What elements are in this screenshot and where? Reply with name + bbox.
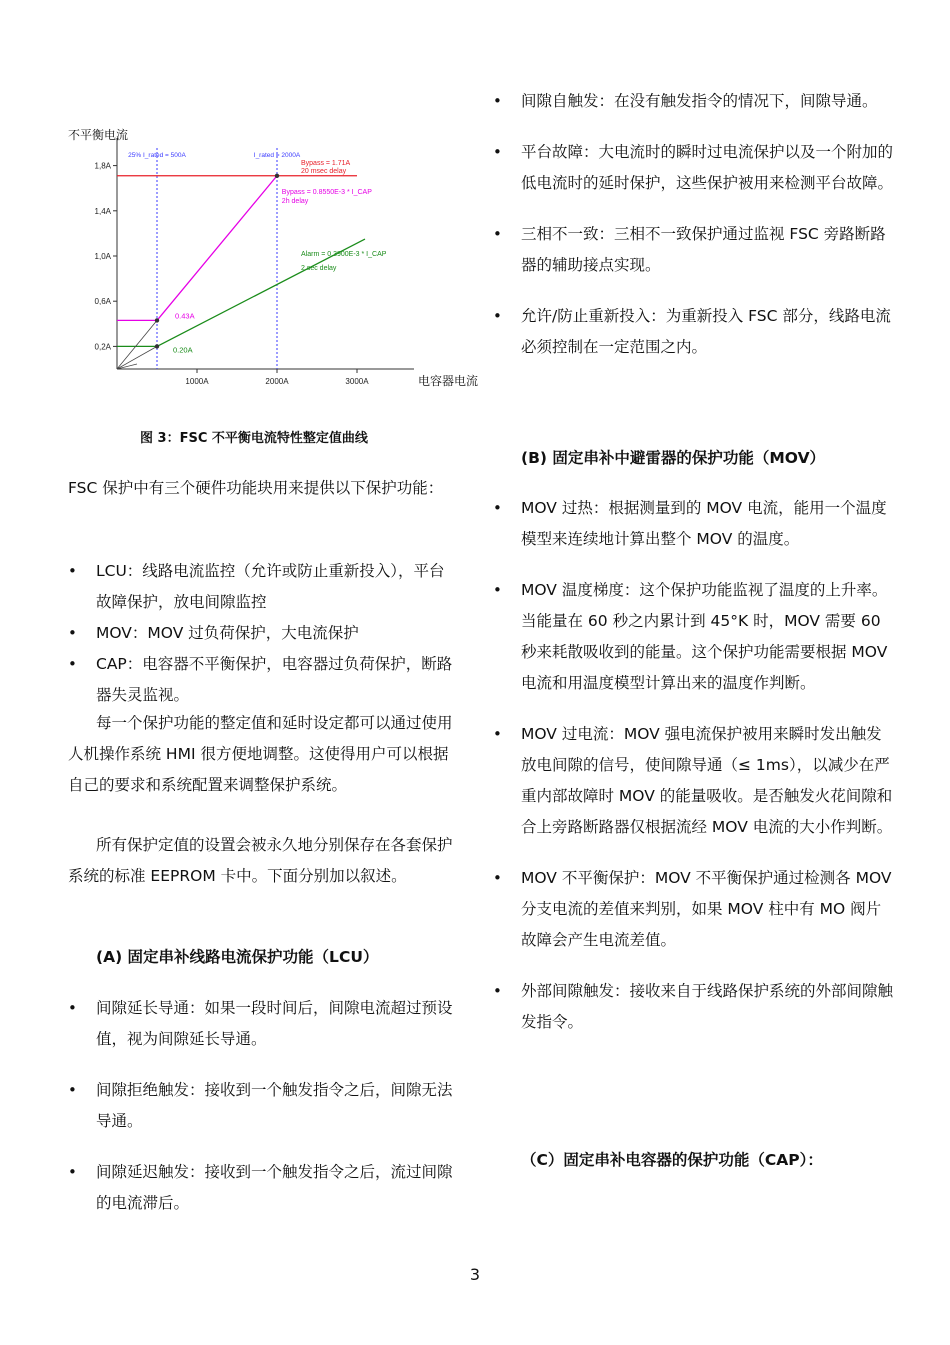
list-item: • 三相不一致：三相不一致保护通过监视 FSC 旁路断路器的辅助接点实现。 [493,219,893,281]
y-tick-label: 1,8A [94,161,111,171]
x-axis-label: 电容器电流 [418,374,479,388]
series-line [157,176,277,321]
series-label: 20 msec delay [301,167,347,175]
section-c-heading: （C）固定串补电容器的保护功能（CAP）： [521,1151,823,1169]
reference-line [117,320,157,369]
y-tick-label: 0,2A [94,342,111,352]
series-label: Alarm = 0.3900E-3 * I_CAP [301,251,387,258]
section-a-heading: (A) 固定串补线路电流保护功能（LCU） [96,948,379,966]
list-item: • 间隙拒绝触发：接收到一个触发指令之后，间隙无法导通。 [68,1075,460,1137]
x-tick-label: 3000A [345,377,369,386]
value-label: 0.43A [175,311,195,321]
data-point [155,318,159,322]
page-number: 3 [469,1265,481,1284]
eeprom-paragraph: 所有保护定值的设置会被永久地分别保存在各套保护系统的标准 EEPROM 卡中。下面分别加以叙述。 [68,836,453,885]
lcu-list-continued [493,86,893,363]
list-item: • MOV 过热：根据测量到的 MOV 电流，能用一个温度模型来连续地计算出整个 MOV 的温度。 [493,493,893,555]
series-label: 2 sec delay [301,265,337,272]
list-item: • MOV：MOV 过负荷保护，大电流保护 [68,618,460,649]
list-item: • 间隙延迟触发：接收到一个触发指令之后，流过间隙的电流滞后。 [68,1157,460,1219]
list-item: • CAP：电容器不平衡保护，电容器过负荷保护，断路器失灵监视。 [68,649,460,711]
y-axis-label: 不平衡电流 [68,128,129,142]
vline-label: I_rated = 2000A [253,152,301,159]
y-tick-label: 1,0A [94,252,111,261]
hmi-paragraph: 每一个保护功能的整定值和延时设定都可以通过使用人机操作系统 HMI 很方便地调整。这使得用户可以根据自己的要求和系统配置来调整保护系统。 [68,714,453,794]
data-point [155,344,159,348]
intro-paragraph: FSC 保护中有三个硬件功能块用来提供以下保护功能： [68,479,444,497]
unbalance-current-chart [62,120,502,395]
list-item: • MOV 温度梯度：这个保护功能监视了温度的上升率。当能量在 60 秒之内累计到 45°K 时，MOV 需要 60 秒来耗散吸收到的能量。这个保护功能需要根据 MOV 电流和用温度模型计算出来的温度作判断。 [493,575,893,699]
section-b-heading: (B) 固定串补中避雷器的保护功能（MOV） [521,449,826,467]
series-label: 2h delay [281,197,309,205]
function-block-list [68,556,460,711]
list-item: • 平台故障：大电流时的瞬时过电流保护以及一个附加的低电流时的延时保护，这些保护被用来检测平台故障。 [493,137,893,199]
value-label: 0.20A [173,345,193,355]
list-item: • MOV 不平衡保护：MOV 不平衡保护通过检测各 MOV 分支电流的差值来判别，如果 MOV 柱中有 MO 阀片故障会产生电流差值。 [493,863,893,956]
x-tick-label: 1000A [185,377,209,386]
list-item: • 间隙自触发：在没有触发指令的情况下，间隙导通。 [493,86,893,117]
list-item: • LCU：线路电流监控（允许或防止重新投入），平台故障保护，放电间隙监控 [68,556,460,618]
vline-label: 25% I_rated = 500A [128,152,186,159]
list-item: • 允许/防止重新投入：为重新投入 FSC 部分，线路电流必须控制在一定范围之内。 [493,301,893,363]
y-tick-label: 0,6A [94,297,111,307]
reference-line [117,346,157,369]
y-tick-label: 1,4A [94,206,111,216]
series-label: Bypass = 1.71A [301,159,351,167]
x-tick-label: 2000A [265,377,289,386]
lcu-list [68,993,460,1219]
figure-caption: 图 3：FSC 不平衡电流特性整定值曲线 [140,431,368,446]
series-label: Bypass = 0.8550E-3 * I_CAP [281,188,372,196]
list-item: • MOV 过电流：MOV 强电流保护被用来瞬时发出触发放电间隙的信号，使间隙导通（≤ 1ms），以减少在严重内部故障时 MOV 的能量吸收。是否触发火花间隙和合上旁路断路器仅根据流经 MOV 电流的大小作判断。 [493,719,893,843]
mov-list [493,493,893,1038]
data-point [275,174,279,178]
list-item: • 间隙延长导通：如果一段时间后，间隙电流超过预设值，视为间隙延长导通。 [68,993,460,1055]
list-item: • 外部间隙触发：接收来自于线路保护系统的外部间隙触发指令。 [493,976,893,1038]
